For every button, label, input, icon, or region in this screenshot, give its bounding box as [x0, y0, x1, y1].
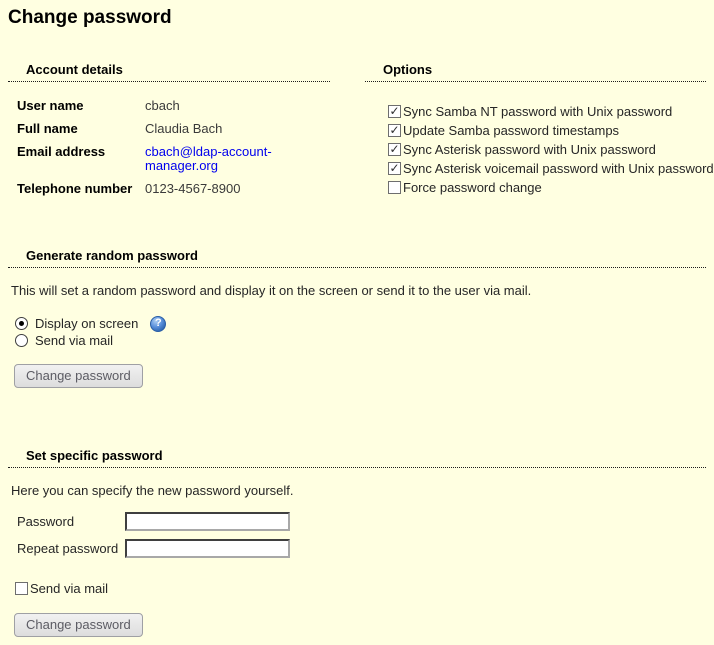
random-password-header: Generate random password [8, 248, 706, 268]
password-fields [17, 512, 706, 558]
radio-row-display-on-screen[interactable] [15, 315, 706, 332]
option-row-sync-asterisk[interactable] [388, 140, 706, 159]
email-link[interactable]: cbach@ldap-account-manager.org [145, 144, 272, 173]
account-row-telephone [17, 182, 330, 196]
fullname-label: Full name [17, 121, 78, 136]
checkbox-sync-asterisk-voicemail-password[interactable] [388, 162, 401, 175]
account-details-header: Account details [8, 62, 330, 82]
checkbox-label: Sync Asterisk password with Unix password [403, 142, 656, 157]
send-via-mail-row[interactable] [15, 579, 706, 598]
specific-password-description: Here you can specify the new password yourself. [11, 483, 294, 498]
page-title: Change password [8, 7, 172, 28]
checkbox-force-password-change[interactable] [388, 181, 401, 194]
option-row-sync-asterisk-voicemail[interactable] [388, 159, 714, 178]
checkbox-label: Update Samba password timestamps [403, 123, 620, 138]
checkbox-label: Sync Asterisk voicemail password with Unix password [403, 161, 714, 176]
options-section [365, 62, 714, 205]
random-password-section [8, 248, 706, 388]
radio-display-on-screen[interactable] [15, 317, 28, 330]
password-input[interactable] [125, 512, 290, 531]
radio-label: Send via mail [35, 333, 114, 348]
help-icon[interactable]: ? [150, 316, 166, 332]
checkbox-send-via-mail[interactable] [15, 582, 28, 595]
repeat-password-label: Repeat password [17, 541, 119, 556]
password-label: Password [17, 514, 75, 529]
repeat-password-input[interactable] [125, 539, 290, 558]
checkbox-update-samba-timestamps[interactable] [388, 124, 401, 137]
account-row-username [17, 99, 330, 113]
username-label: User name [17, 98, 84, 113]
checkbox-label: Sync Samba NT password with Unix password [403, 104, 673, 119]
username-value: cbach [145, 98, 180, 113]
options-header: Options [365, 62, 706, 82]
random-password-radio-list [15, 315, 706, 349]
details-options-row [8, 62, 714, 205]
email-label: Email address [17, 144, 106, 159]
specific-password-section [8, 448, 706, 637]
specific-change-password-button[interactable]: Change password [14, 613, 143, 637]
option-row-force-password-change[interactable] [388, 178, 706, 197]
account-details-section [8, 62, 330, 205]
password-row [17, 512, 706, 531]
radio-label: Display on screen [35, 316, 139, 331]
checkbox-label: Send via mail [30, 581, 109, 596]
account-row-email [17, 145, 330, 173]
checkbox-label: Force password change [403, 180, 542, 195]
option-row-update-samba-timestamps[interactable] [388, 121, 706, 140]
radio-row-send-via-mail[interactable] [15, 332, 706, 349]
checkbox-sync-asterisk-password[interactable] [388, 143, 401, 156]
options-checkbox-list [365, 102, 714, 197]
option-row-sync-samba-nt[interactable] [388, 102, 706, 121]
specific-password-header: Set specific password [8, 448, 706, 468]
telephone-value: 0123-4567-8900 [145, 181, 241, 196]
fullname-value: Claudia Bach [145, 121, 223, 136]
account-row-fullname [17, 122, 330, 136]
radio-send-via-mail[interactable] [15, 334, 28, 347]
repeat-password-row [17, 539, 706, 558]
checkbox-sync-samba-nt-password[interactable] [388, 105, 401, 118]
random-change-password-button[interactable]: Change password [14, 364, 143, 388]
account-details-table [8, 99, 330, 196]
telephone-label: Telephone number [17, 181, 133, 196]
random-password-description: This will set a random password and display it on the screen or send it to the user via mail. [11, 283, 532, 298]
